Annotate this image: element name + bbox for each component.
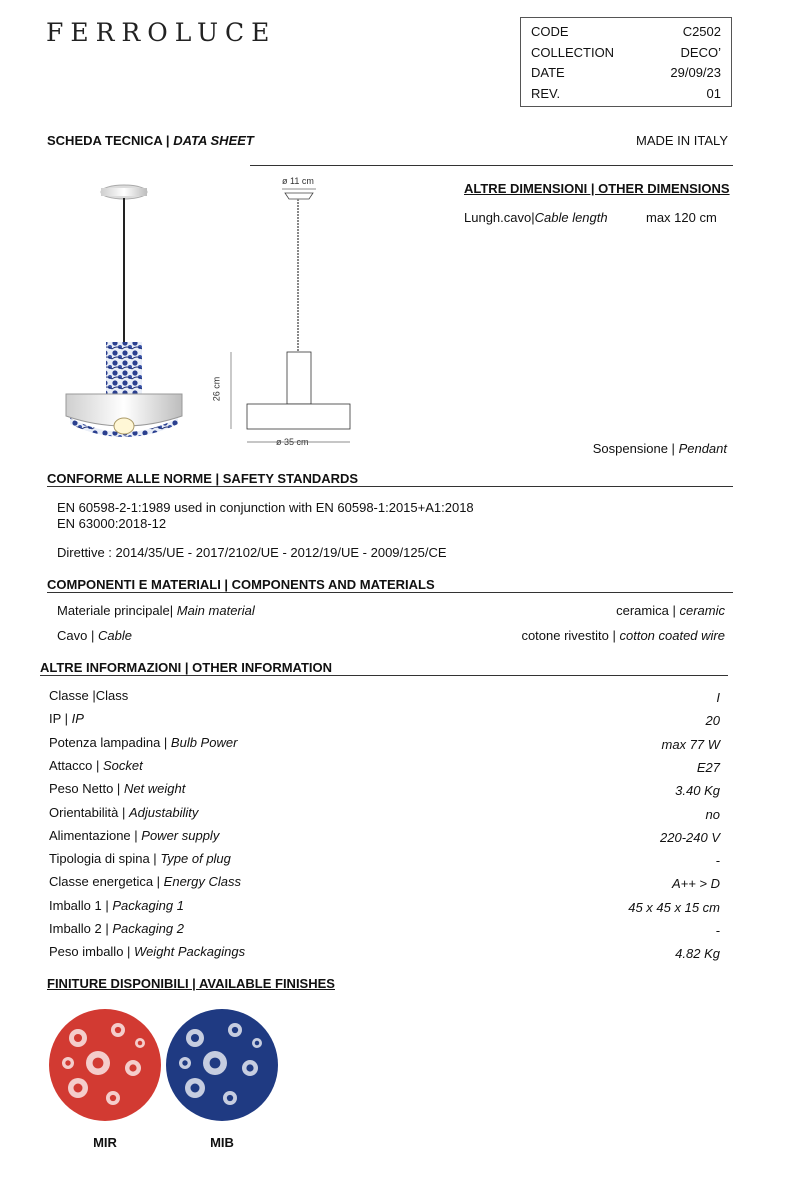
finish-label: MIB (210, 1135, 234, 1150)
info-value: A++ > D (671, 876, 720, 891)
info-label (49, 851, 231, 866)
info-label (49, 828, 219, 843)
bottom-diameter-label: ø 35 cm (276, 437, 309, 447)
info-label-it: Alimentazione | (49, 828, 138, 843)
safety-line-1: EN 60598-2-1:1989 used in conjunction with EN 60598-1:2015+A1:2018 (57, 500, 474, 515)
finish-label: MIR (93, 1135, 117, 1150)
info-label (49, 874, 241, 889)
brand-logo: FERROLUCE (46, 18, 277, 47)
pendant-en: Pendant (678, 441, 727, 456)
info-label (49, 805, 198, 820)
info-value: 4.82 Kg (675, 946, 720, 961)
components-title: COMPONENTI E MATERIALI | COMPONENTS AND MATERIALS (47, 577, 435, 592)
component-label (57, 603, 255, 618)
info-value: - (715, 853, 720, 868)
made-in-italy: MADE IN ITALY (636, 133, 728, 148)
cable-length-en: Cable length (534, 210, 608, 225)
info-date-row (531, 65, 721, 85)
info-label-en: Weight Packagings (134, 944, 246, 959)
info-collection-value: DECO’ (680, 45, 721, 60)
pendant-type (593, 441, 727, 456)
info-rev-value: 01 (706, 86, 721, 101)
info-label (49, 758, 143, 773)
info-label (49, 711, 84, 726)
divider (40, 675, 728, 676)
component-label-en: Main material (176, 603, 255, 618)
component-value (616, 603, 725, 618)
info-label-it: Imballo 1 | (49, 898, 109, 913)
info-value: 220-240 V (660, 830, 720, 845)
divider (250, 165, 733, 166)
info-value: I (716, 690, 720, 705)
info-label-it: Imballo 2 | (49, 921, 109, 936)
info-date-value: 29/09/23 (670, 65, 721, 80)
info-label-it: Peso imballo | (49, 944, 131, 959)
component-label-en: Cable (97, 628, 132, 643)
info-value: max 77 W (661, 737, 720, 752)
product-photo (62, 180, 186, 442)
info-box (520, 17, 732, 107)
info-code-row (531, 24, 721, 44)
info-label-it: Orientabilità | (49, 805, 126, 820)
info-value: 20 (705, 713, 720, 728)
info-label-en: Packaging 1 (112, 898, 184, 913)
data-sheet-title-it: SCHEDA TECNICA | (47, 133, 170, 148)
info-value: no (705, 807, 720, 822)
info-label-en: Net weight (123, 781, 186, 796)
info-label-en: IP (71, 711, 84, 726)
info-label-en: Type of plug (160, 851, 231, 866)
info-label-it: Classe energetica | (49, 874, 161, 889)
info-label (49, 898, 184, 913)
info-collection-label: COLLECTION (531, 45, 615, 60)
info-label-en: Energy Class (163, 874, 241, 889)
component-label-it: Materiale principale| (57, 603, 174, 618)
info-code-label: CODE (531, 24, 569, 39)
divider (47, 592, 733, 593)
finish-swatch (48, 1008, 162, 1122)
component-value-en: ceramic (679, 603, 725, 618)
info-label-it: Tipologia di spina | (49, 851, 157, 866)
component-value-it: ceramica | (616, 603, 676, 618)
safety-title: CONFORME ALLE NORME | SAFETY STANDARDS (47, 471, 359, 486)
info-label-it: Classe | (49, 688, 96, 703)
component-label (57, 628, 132, 643)
info-code-value: C2502 (682, 24, 721, 39)
other-dimensions-title: ALTRE DIMENSIONI | OTHER DIMENSIONS (464, 181, 730, 196)
info-label-en: Packaging 2 (112, 921, 184, 936)
data-sheet-title (47, 133, 254, 148)
finish-item (165, 1008, 279, 1150)
pendant-it: Sospensione | (592, 441, 675, 456)
info-label-it: IP | (49, 711, 69, 726)
cable-length-value: max 120 cm (646, 210, 717, 225)
height-label: 26 cm (211, 376, 222, 402)
info-collection-row (531, 45, 721, 65)
info-date-label: DATE (531, 65, 565, 80)
info-rev-label: REV. (531, 86, 561, 101)
info-label-en: Power supply (141, 828, 220, 843)
info-label (49, 688, 128, 703)
info-label-en: Socket (102, 758, 143, 773)
info-label-en: Class (95, 688, 129, 703)
finishes-title: FINITURE DISPONIBILI | AVAILABLE FINISHES (47, 976, 335, 991)
finish-item (48, 1008, 162, 1150)
other-info-title: ALTRE INFORMAZIONI | OTHER INFORMATION (40, 660, 333, 675)
divider (47, 486, 733, 487)
cable-length-it: Lungh.cavo| (464, 210, 535, 225)
info-label (49, 921, 184, 936)
info-label-en: Adjustability (128, 805, 199, 820)
info-label-it: Potenza lampadina | (49, 735, 168, 750)
safety-line-2: EN 63000:2018-12 (57, 516, 167, 531)
info-value: E27 (696, 760, 720, 775)
component-value-en: cotton coated wire (619, 628, 725, 643)
component-value (521, 628, 725, 643)
data-sheet-title-en: DATA SHEET (173, 133, 254, 148)
component-value-it: cotone rivestito | (521, 628, 616, 643)
info-value: 3.40 Kg (675, 783, 720, 798)
info-label (49, 735, 237, 750)
directives: Direttive : 2014/35/UE - 2017/2102/UE - 2012/19/UE - 2009/125/CE (57, 545, 447, 560)
info-label-en: Bulb Power (170, 735, 238, 750)
info-label (49, 944, 245, 959)
finish-swatch (165, 1008, 279, 1122)
component-label-it: Cavo | (57, 628, 95, 643)
info-rev-row (531, 86, 721, 106)
technical-drawing (225, 183, 360, 448)
info-label (49, 781, 185, 796)
info-label-it: Attacco | (49, 758, 100, 773)
cable-length-row (464, 210, 608, 225)
info-value: - (715, 923, 720, 938)
info-value: 45 x 45 x 15 cm (628, 900, 720, 915)
top-diameter-label: ø 11 cm (282, 176, 314, 186)
info-label-it: Peso Netto | (49, 781, 121, 796)
